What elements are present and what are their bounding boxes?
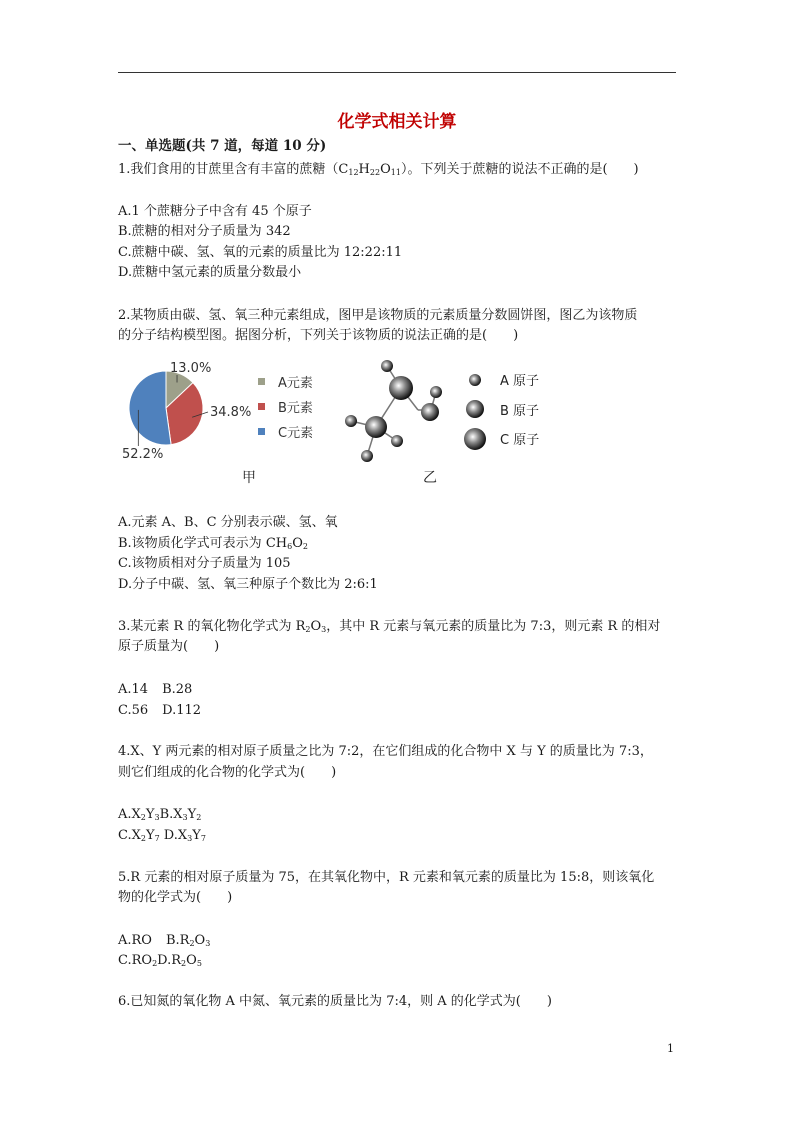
pie-chart — [129, 371, 203, 445]
atom-a — [345, 415, 357, 427]
question-5-stem-line2: 物的化学式为( ) — [118, 890, 233, 905]
question-3-option-d: D.112 — [162, 703, 202, 718]
legend-atom-b-label: B 原子 — [500, 404, 540, 419]
pie-value-label: 13.0% — [170, 361, 212, 376]
question-2-stem-line1: 2.某物质由碳、氢、氧三种元素组成，图甲是该物质的元素质量分数圆饼图，图乙为该物质 — [118, 308, 638, 323]
pie-value-label: 34.8% — [210, 405, 252, 420]
question-5-stem-line1: 5.R 元素的相对原子质量为 75，在其氧化物中，R 元素和氧元素的质量比为 15:8，则该氧化 — [118, 870, 655, 885]
question-1-option-d: D.蔗糖中氢元素的质量分数最小 — [118, 265, 302, 280]
question-3-options-row2 — [118, 701, 201, 721]
legend-label: B元素 — [278, 401, 313, 416]
question-2-option-d: D.分子中碳、氢、氧三种原子个数比为 2:6:1 — [118, 577, 378, 592]
question-1-option-a: A.1 个蔗糖分子中含有 45 个原子 — [118, 204, 312, 219]
atom-b — [421, 403, 439, 421]
legend-swatch — [258, 403, 265, 410]
question-2-option-a: A.元素 A、B、C 分别表示碳、氢、氧 — [118, 515, 338, 530]
pie-value-label: 52.2% — [122, 447, 164, 462]
question-4-options-row2: $C.X_2Y_7$ $D.X_3Y_7$ — [118, 828, 206, 843]
question-2-option-c: C.该物质相对分子质量为 105 — [118, 556, 291, 571]
question-3-option-c: C.56 — [118, 703, 149, 718]
question-5-options-row1: A.RO $B.R_2O_3$ — [118, 933, 211, 948]
legend-atom-b-icon — [466, 400, 484, 418]
section-heading: 一、单选题(共 7 道，每道 10 分) — [118, 138, 327, 154]
legend-swatch — [258, 378, 265, 385]
atom-a — [361, 450, 373, 462]
question-6-stem: 6.已知氮的氧化物 A 中氮、氧元素的质量比为 7:4，则 A 的化学式为( ) — [118, 994, 552, 1009]
question-3-stem-line1: 3.某元素 R 的氧化物化学式为 $R_2O_3$，其中 R 元素与氧元素的质量比为 7:3，则元素 R 的相对 — [118, 619, 661, 634]
pie-slice-C元素 — [129, 371, 171, 445]
atom-a — [391, 435, 403, 447]
question-4-stem-line1: 4.X、Y 两元素的相对原子质量之比为 7:2，在它们组成的化合物中 X 与 Y 的质量比为 7:3， — [118, 744, 653, 759]
question-3-options-row1 — [118, 680, 192, 700]
question-2-stem-line2: 的分子结构模型图。据图分析，下列关于该物质的说法正确的是( ) — [118, 328, 519, 343]
legend-swatch — [258, 428, 265, 435]
question-3-stem-line2: 原子质量为( ) — [118, 639, 220, 654]
page-number: 1 — [667, 1042, 674, 1055]
figure-svg — [118, 352, 678, 492]
atom-c — [389, 376, 413, 400]
atom-a — [381, 360, 393, 372]
question-5-options-row2: $C.RO_2D.R_2O_5$ — [118, 953, 202, 968]
legend-atom-c-icon — [464, 428, 486, 450]
page-title: 化学式相关计算 — [337, 112, 457, 132]
legend-atom-a-icon — [469, 374, 481, 386]
legend-atom-a-label: A 原子 — [500, 374, 540, 389]
question-3-option-a: A.14 — [118, 682, 149, 697]
question-1-stem: 1.我们食用的甘蔗里含有丰富的蔗糖$(C_{12}H_{22}O_{11})$。下列关于蔗糖的说法不正确的是( ) — [118, 162, 639, 177]
question-2-figure — [118, 352, 678, 492]
figure-jia-label: 甲 — [242, 470, 256, 486]
question-4-options-row1: $A.X_2Y_3B.X_3Y_2$ — [118, 807, 202, 822]
atom-b — [365, 416, 387, 438]
question-3-option-b: B.28 — [162, 682, 193, 697]
question-2-option-b: B.该物质化学式可表示为 $CH_6O_2$ — [118, 536, 308, 551]
legend-label: A元素 — [278, 376, 313, 391]
atom-a — [430, 386, 442, 398]
legend-atom-c-label: C 原子 — [500, 433, 540, 448]
question-4-stem-line2: 则它们组成的化合物的化学式为( ) — [118, 765, 337, 780]
molecule-legend — [464, 374, 539, 450]
pie-legend — [258, 376, 313, 441]
question-1-option-c: C.蔗糖中碳、氢、氧的元素的质量比为 12:22:11 — [118, 245, 403, 260]
figure-yi-label: 乙 — [423, 470, 437, 486]
question-1-option-b: B.蔗糖的相对分子质量为 342 — [118, 224, 291, 239]
legend-label: C元素 — [278, 426, 314, 441]
header-rule — [118, 72, 676, 73]
